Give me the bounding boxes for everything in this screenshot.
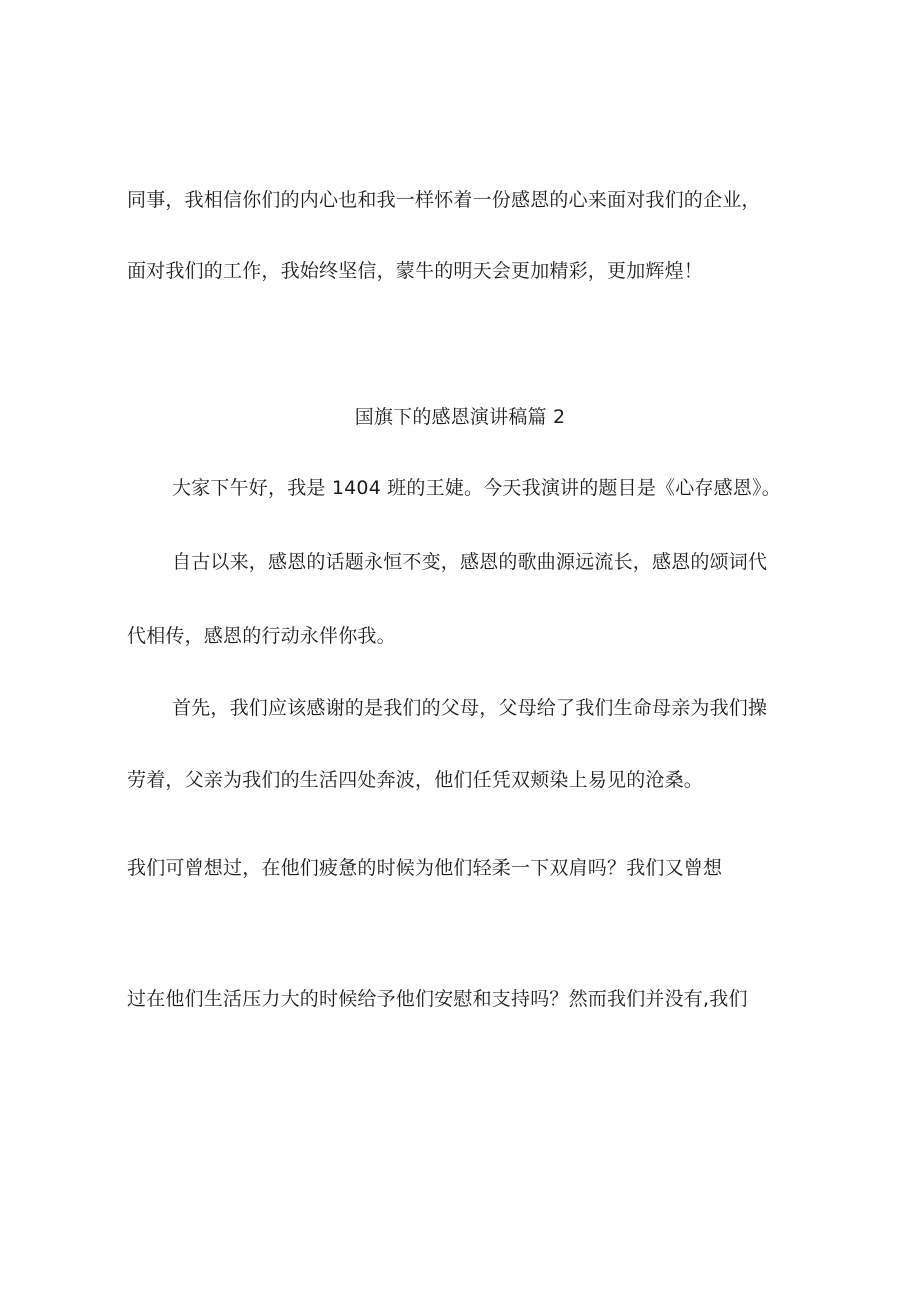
- section-title: 国旗下的感恩演讲稿篇 2: [354, 406, 566, 428]
- paragraph-line: 过在他们生活压力大的时候给予他们安慰和支持吗？然而我们并没有,我们: [127, 988, 748, 1010]
- paragraph-line: 大家下午好，我是 1404 班的王婕。今天我演讲的题目是《心存感恩》。: [172, 477, 781, 499]
- paragraph-line: 劳着，父亲为我们的生活四处奔波，他们任凭双颊染上易见的沧桑。: [127, 769, 704, 791]
- paragraph-line: 自古以来，感恩的话题永恒不变，感恩的歌曲源远流长，感恩的颂词代: [172, 551, 768, 573]
- paragraph-line: 同事，我相信你们的内心也和我一样怀着一份感恩的心来面对我们的企业，: [127, 189, 761, 211]
- paragraph-line: 代相传，感恩的行动永伴你我。: [127, 625, 396, 647]
- paragraph-line: 我们可曾想过，在他们疲惫的时候为他们轻柔一下双肩吗？我们又曾想: [127, 857, 723, 879]
- paragraph-line: 面对我们的工作，我始终坚信，蒙牛的明天会更加精彩，更加辉煌！: [127, 260, 704, 282]
- paragraph-line: 首先，我们应该感谢的是我们的父母，父母给了我们生命母亲为我们操: [172, 697, 768, 719]
